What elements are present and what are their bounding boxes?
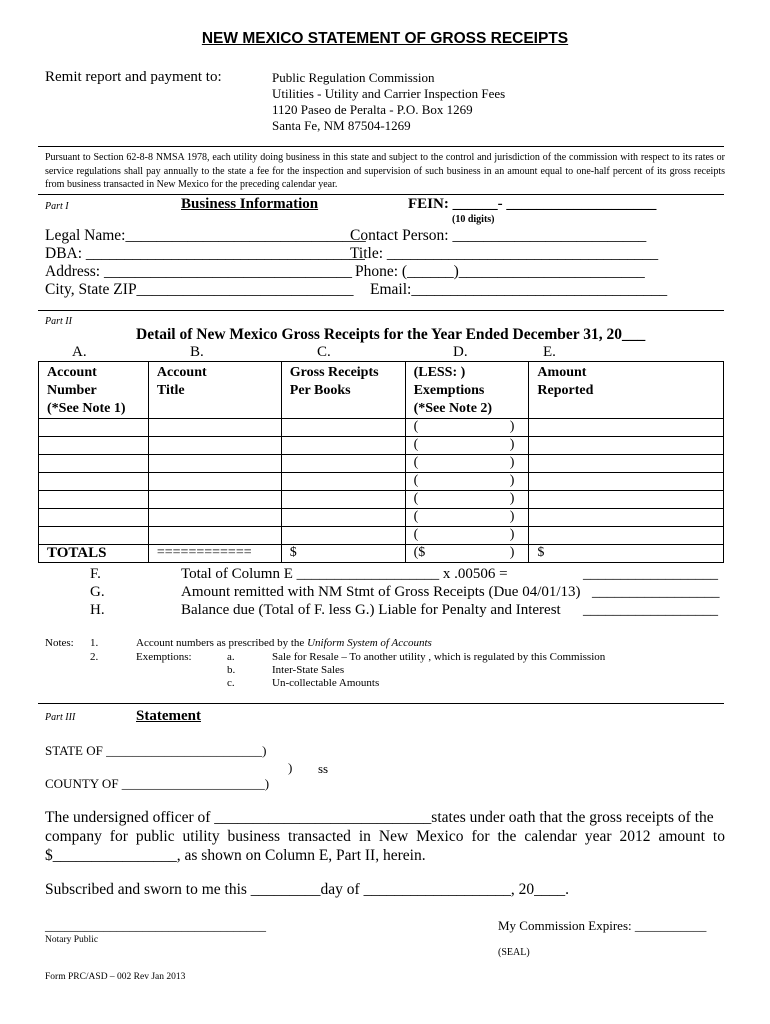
note-2c-text: Un-collectable Amounts (272, 677, 380, 689)
county-of-field[interactable]: COUNTY OF ______________________) (45, 776, 270, 791)
cell-exemptions[interactable] (405, 473, 529, 491)
totals-gross-receipts[interactable]: $ (281, 545, 405, 563)
close-paren: ) (509, 509, 515, 524)
cell-account-number[interactable] (39, 473, 149, 491)
open-paren: ( (413, 491, 419, 506)
venue-ss: ss (318, 761, 329, 776)
line-letter-g: G. (90, 584, 105, 600)
header-text: Reported (537, 383, 594, 398)
cell-account-title[interactable] (148, 509, 281, 527)
notary-public-label: Notary Public (45, 935, 99, 945)
cell-account-number[interactable] (39, 527, 149, 545)
totals-label: TOTALS (39, 545, 149, 563)
form-footer: Form PRC/ASD – 002 Rev Jan 2013 (45, 972, 186, 982)
header-gross-receipts (281, 362, 405, 419)
dba-field[interactable]: DBA: ____________________________________ (45, 245, 365, 262)
totals-account-title: ============ (148, 545, 281, 563)
line-letter-h: H. (90, 602, 105, 618)
part2-label: Part II (45, 316, 72, 327)
cell-account-number[interactable] (39, 455, 149, 473)
cell-gross-receipts[interactable] (281, 455, 405, 473)
title-field[interactable]: Title: ___________________________________ (350, 245, 659, 262)
header-text: Per Books (289, 383, 351, 398)
cell-exemptions[interactable] (405, 491, 529, 509)
header-text: Account (156, 365, 207, 380)
col-letter-b: B. (190, 344, 204, 360)
cell-amount-reported[interactable] (529, 509, 724, 527)
cell-account-title[interactable] (148, 473, 281, 491)
open-paren: ($ (413, 545, 426, 560)
remit-line: Utilities - Utility and Carrier Inspection Fees (272, 86, 506, 101)
col-letter-d: D. (453, 344, 468, 360)
col-letter-c: C. (317, 344, 331, 360)
line-letter-f: F. (90, 566, 101, 582)
remit-line: 1120 Paseo de Peralta - P.O. Box 1269 (272, 102, 473, 117)
cell-exemptions[interactable] (405, 437, 529, 455)
totals-row (39, 545, 724, 563)
cell-account-number[interactable] (39, 491, 149, 509)
header-amount-reported (529, 362, 724, 419)
close-paren: ) (509, 527, 515, 542)
notary-signature-line[interactable]: __________________________________ (45, 918, 266, 933)
address-field[interactable]: Address: ________________________________ (45, 263, 352, 280)
col-letter-a: A. (72, 344, 87, 360)
intro-paragraph: Pursuant to Section 62-8-8 NMSA 1978, each utility doing business in this state and subject to the control and jurisdiction of the commission with respect to its rates or service regulations shall pay annually to the state a fee for the inspection and supervision of such business in an amount equal to one-half percent of its gross receipts from business transacted in New Mexico for the preceding calendar year. (45, 152, 725, 190)
divider (38, 194, 724, 195)
open-paren: ( (413, 527, 419, 542)
line-g-text: Amount remitted with NM Stmt of Gross Receipts (Due 04/01/13) (181, 584, 581, 600)
header-account-number (39, 362, 149, 419)
line-f-text: Total of Column E ___________________ x .00506 = (181, 566, 508, 582)
open-paren: ( (413, 473, 419, 488)
line-h-text: Balance due (Total of F. less G.) Liable for Penalty and Interest (181, 602, 561, 618)
part1-label: Part I (45, 201, 69, 212)
cell-exemptions[interactable] (405, 455, 529, 473)
note-1-text (136, 637, 432, 649)
cell-amount-reported[interactable] (529, 473, 724, 491)
table-header-row (39, 362, 724, 419)
divider (38, 146, 724, 147)
header-text: Exemptions (413, 383, 485, 398)
close-paren: ) (509, 437, 515, 452)
cell-account-title[interactable] (148, 527, 281, 545)
header-text: Amount (537, 365, 587, 380)
header-text: Title (156, 383, 185, 398)
close-paren: ) (509, 491, 515, 506)
cell-account-number[interactable] (39, 419, 149, 437)
close-paren: ) (509, 419, 515, 434)
remit-label: Remit report and payment to: (45, 69, 222, 85)
open-paren: ( (413, 419, 419, 434)
cell-exemptions[interactable] (405, 509, 529, 527)
oath-line-2: company for public utility business transacted in New Mexico for the calendar year 2012 amount to (45, 828, 725, 845)
form-title: NEW MEXICO STATEMENT OF GROSS RECEIPTS (201, 30, 569, 47)
table-row (39, 455, 724, 473)
note-2a-text: Sale for Resale – To another utility , which is regulated by this Commission (272, 651, 606, 663)
state-of-field[interactable]: STATE OF ________________________) (45, 743, 267, 758)
remit-address (272, 70, 505, 134)
note-1-number: 1. (90, 637, 99, 649)
note-2a-letter: a. (227, 651, 235, 663)
cell-amount-reported[interactable] (529, 491, 724, 509)
totals-amount-reported[interactable]: $ (529, 545, 724, 563)
fein-note: (10 digits) (452, 214, 495, 225)
cell-amount-reported[interactable] (529, 527, 724, 545)
seal-label: (SEAL) (498, 947, 530, 958)
header-text: (*See Note 1) (47, 401, 126, 416)
cell-gross-receipts[interactable] (281, 491, 405, 509)
table-row (39, 419, 724, 437)
cell-account-title[interactable] (148, 419, 281, 437)
table-row (39, 527, 724, 545)
fein-field[interactable]: FEIN: ______- ____________________ (408, 196, 657, 212)
cell-amount-reported[interactable] (529, 437, 724, 455)
cell-amount-reported[interactable] (529, 419, 724, 437)
cell-account-number[interactable] (39, 509, 149, 527)
cell-amount-reported[interactable] (529, 455, 724, 473)
contact-person-field[interactable]: Contact Person: _________________________ (350, 227, 647, 244)
note-1-italic: Uniform System of Accounts (307, 637, 432, 649)
cell-account-title[interactable] (148, 437, 281, 455)
divider (38, 703, 724, 704)
part3-label: Part III (45, 712, 76, 723)
cell-account-number[interactable] (39, 437, 149, 455)
note-2-text: Exemptions: (136, 651, 192, 663)
cell-gross-receipts[interactable] (281, 509, 405, 527)
commission-expires-field[interactable]: My Commission Expires: ___________ (498, 918, 707, 933)
email-field[interactable]: Email:_________________________________ (370, 281, 668, 298)
line-g-blank[interactable]: _________________ (592, 584, 720, 600)
note-2-number: 2. (90, 651, 99, 663)
note-2b-text: Inter-State Sales (272, 664, 345, 676)
cell-exemptions[interactable] (405, 527, 529, 545)
table-row (39, 491, 724, 509)
remit-line: Santa Fe, NM 87504-1269 (272, 118, 411, 133)
close-paren: ) (509, 455, 515, 470)
line-h-blank[interactable]: __________________ (583, 602, 718, 618)
notes-label: Notes: (45, 637, 74, 649)
venue-paren: ) (288, 760, 293, 775)
city-state-zip-field[interactable]: City, State ZIP____________________________ (45, 281, 354, 298)
header-text: (*See Note 2) (413, 401, 493, 416)
table-row (39, 437, 724, 455)
oath-line-1: The undersigned officer of ____________________________states under oath that the gross receipts of the (45, 809, 714, 826)
header-text: Gross Receipts (289, 365, 379, 380)
remit-line: Public Regulation Commission (272, 70, 435, 85)
open-paren: ( (413, 437, 419, 452)
cell-gross-receipts[interactable] (281, 473, 405, 491)
cell-account-title[interactable] (148, 491, 281, 509)
part2-heading: Detail of New Mexico Gross Receipts for the Year Ended December 31, 20___ (136, 326, 646, 343)
gross-receipts-table (38, 361, 724, 563)
note-2c-letter: c. (227, 677, 235, 689)
oath-line-3: $________________, as shown on Column E, Part II, herein. (45, 847, 426, 864)
header-text: Account (47, 365, 97, 380)
totals-exemptions[interactable] (405, 545, 529, 563)
open-paren: ( (413, 509, 419, 524)
sworn-line[interactable]: Subscribed and sworn to me this _________day of ___________________, 20____. (45, 881, 569, 898)
note-2b-letter: b. (227, 664, 236, 676)
part1-heading: Business Information (181, 196, 319, 212)
table-row (39, 509, 724, 527)
cell-account-title[interactable] (148, 455, 281, 473)
cell-gross-receipts[interactable] (281, 437, 405, 455)
cell-gross-receipts[interactable] (281, 527, 405, 545)
legal-name-field[interactable]: Legal Name:_______________________________ (45, 227, 366, 244)
header-text: Number (47, 383, 97, 398)
header-account-title (148, 362, 281, 419)
divider (38, 310, 724, 311)
header-text: (LESS: ) (413, 365, 466, 380)
line-f-blank[interactable]: __________________ (583, 566, 718, 582)
close-paren: ) (509, 545, 515, 560)
note-1-plain: Account numbers as prescribed by the (136, 637, 308, 649)
phone-field[interactable]: Phone: (______)________________________ (355, 263, 645, 280)
part3-heading: Statement (136, 708, 201, 724)
close-paren: ) (509, 473, 515, 488)
col-letter-e: E. (543, 344, 556, 360)
cell-gross-receipts[interactable] (281, 419, 405, 437)
table-row (39, 473, 724, 491)
cell-exemptions[interactable] (405, 419, 529, 437)
open-paren: ( (413, 455, 419, 470)
header-exemptions (405, 362, 529, 419)
